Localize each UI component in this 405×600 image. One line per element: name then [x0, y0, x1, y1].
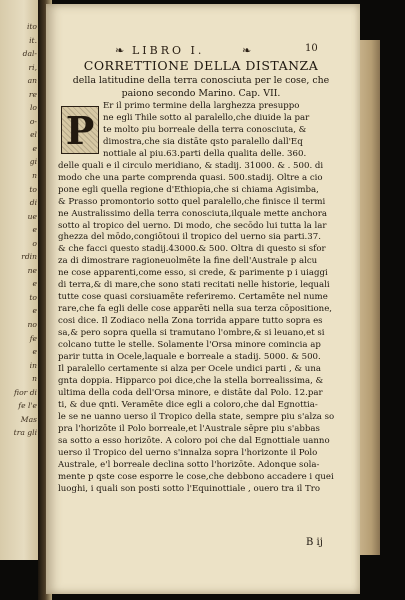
fleuron-left-icon: ❧	[115, 44, 128, 57]
text-line: delle quali e il circulo meridiano, & stadij. 31000. & . 500. di	[58, 160, 324, 171]
text-line: ghezza del mōdo,congiōtoui il tropico del uerno sia parti.37.	[58, 232, 321, 243]
left-page-fragment: di	[29, 198, 37, 208]
fleuron-right-icon: ❧	[242, 44, 255, 57]
left-page-fragment: it.	[29, 35, 37, 45]
left-page-fragment: fior di	[14, 387, 37, 397]
left-page-fragment: e	[32, 225, 37, 235]
left-page-fragment: e	[32, 143, 37, 153]
left-page-fragment: fe l'e	[18, 401, 37, 411]
text-line: ne egli Thile sotto al paralello,che diuide la par	[103, 112, 310, 123]
running-head-title: LIBRO I.	[132, 44, 205, 57]
left-page-fragment: re	[28, 89, 37, 99]
text-line: dimostra,che sia distāte qsto paralello dall'Eq	[103, 136, 303, 147]
text-line: colcano tutte le stelle. Solamente l'Orsa minore comincia ap	[58, 340, 321, 351]
left-page-fragment: n	[32, 374, 37, 384]
text-line: ultima della coda dell'Orsa minore, e distāte dal Polo. 12.par	[58, 387, 323, 398]
folio-number: 10	[305, 43, 318, 54]
text-line: Il paralello certamente si alza per Ocele undici parti , & una	[58, 363, 321, 374]
subtitle-line: della latitudine della terra conosciuta per le cose, che	[72, 75, 330, 86]
left-page-fragment: lo	[29, 103, 37, 113]
left-page-fragment: o-	[29, 116, 37, 126]
left-page-fragment: ue	[27, 211, 37, 221]
left-page-fragment: e	[32, 279, 37, 289]
left-page-fragment: fe	[29, 333, 37, 343]
text-line: sa sotto a esso horizōte. A coloro poi che dal Egnottiale uanno	[58, 435, 330, 446]
text-line: luoghi, i quali son posti sotto l'Equinottiale , ouero tra il Tro	[58, 483, 320, 494]
text-line: sotto al tropico del uerno. Di modo, che secōdo lui tutta la lar	[58, 220, 327, 231]
text-line: & Prasso promontorio sotto quel paralello,che finisce il termi	[58, 196, 326, 207]
left-page-fragment: ito	[26, 22, 37, 31]
left-page-fragment: Mas	[20, 414, 37, 424]
chapter-subtitle	[52, 75, 350, 101]
left-page-text-fragments	[14, 20, 40, 440]
left-page-fragment: rdin	[21, 252, 37, 262]
left-page-fragment: e	[32, 306, 37, 316]
text-line: & che facci questo stadij.43000.& 500. Oltra di questo si sfor	[58, 244, 326, 255]
chapter-title: CORRETTIONE DELLA DISTANZA	[83, 58, 319, 73]
left-page-fragment: to	[29, 292, 37, 302]
book-fore-edge	[358, 40, 380, 555]
left-page-fragment: o	[32, 238, 37, 248]
text-line: tutte cose quasi corsiuamēte referiremo. Certamēte nel nume	[58, 292, 328, 303]
text-line: pra l'horizōte il Polo borreale,et l'Australe sēpre piu s'abbas	[58, 423, 320, 434]
left-page-edge	[0, 0, 40, 560]
text-line: ne Australissimo della terra conosciuta,ilquale mette anchora	[58, 208, 327, 219]
text-line: sa,& pero sopra quella si tramutano l'ombre,& si leuano,et si	[58, 328, 325, 339]
text-line: rare,che fa egli delle cose apparēti nella sua terza cōpositione,	[58, 304, 333, 315]
left-page-fragment: n	[32, 171, 37, 181]
left-page-fragment: to	[29, 184, 37, 194]
text-line: gnta doppia. Hipparco poi dice,che la stella borrealissima, &	[58, 375, 324, 386]
text-line: le se ne uanno uerso il Tropico della state, sempre piu s'alza so	[58, 411, 335, 422]
text-line: pone egli quella regione d'Ethiopia,che si chiama Agisimba,	[58, 184, 319, 195]
left-page-fragment: el	[30, 130, 37, 140]
left-page-fragment: dal-	[22, 49, 37, 59]
text-line: te molto piu borreale della terra conosciuta, &	[103, 124, 307, 135]
body-text	[58, 101, 350, 495]
text-line: uerso il Tropico del uerno s'innalza sopra l'horizonte il Polo	[58, 447, 318, 458]
text-line: cosi dice. Il Zodiaco nella Zona torrida appare tutto sopra es	[58, 316, 323, 327]
left-page-fragment: in	[29, 360, 37, 370]
left-page-fragment: e	[32, 347, 37, 357]
text-line: za di dimostrare ragioneuolmēte la fine dell'Australe p alcu	[58, 256, 318, 267]
text-line: di terra,& di mare,che sono stati recitati nelle historie, lequali	[58, 280, 330, 291]
text-line: ti, & due qnti. Veramēte dice egli a coloro,che dal Egnottia-	[58, 399, 318, 410]
subtitle-line: paiono secondo Marino. Cap. VII.	[121, 87, 281, 99]
left-page-fragment: gi	[29, 157, 37, 167]
text-line: modo che una parte comprenda quasi. 500.stadij. Oltre a cio	[58, 172, 323, 183]
left-page-fragment: ri,	[28, 62, 37, 72]
left-page-fragment: tra gli	[13, 428, 37, 438]
text-line: nottiale al piu.63.parti della qualita delle. 360.	[103, 148, 307, 159]
decorated-initial: P	[61, 106, 99, 154]
left-page-fragment: ne	[27, 265, 37, 275]
text-line: Er il primo termine della larghezza presuppo	[103, 101, 300, 111]
text-line: Australe, e'l borreale declina sotto l'horizōte. Adonque sola-	[58, 459, 320, 470]
left-page-fragment: an	[27, 76, 37, 86]
left-page-fragment: no	[27, 320, 37, 330]
signature-mark: B ij	[306, 537, 323, 548]
text-line: ne cose apparenti,come esso, si crede, & parimente p i uiaggi	[58, 268, 328, 279]
text-line: parir tutta in Ocele,laquale e borreale a stadij. 5000. & 500.	[58, 352, 321, 363]
text-line: mente p qste cose esporre le cose,che debbono accadere i quei	[58, 471, 334, 482]
